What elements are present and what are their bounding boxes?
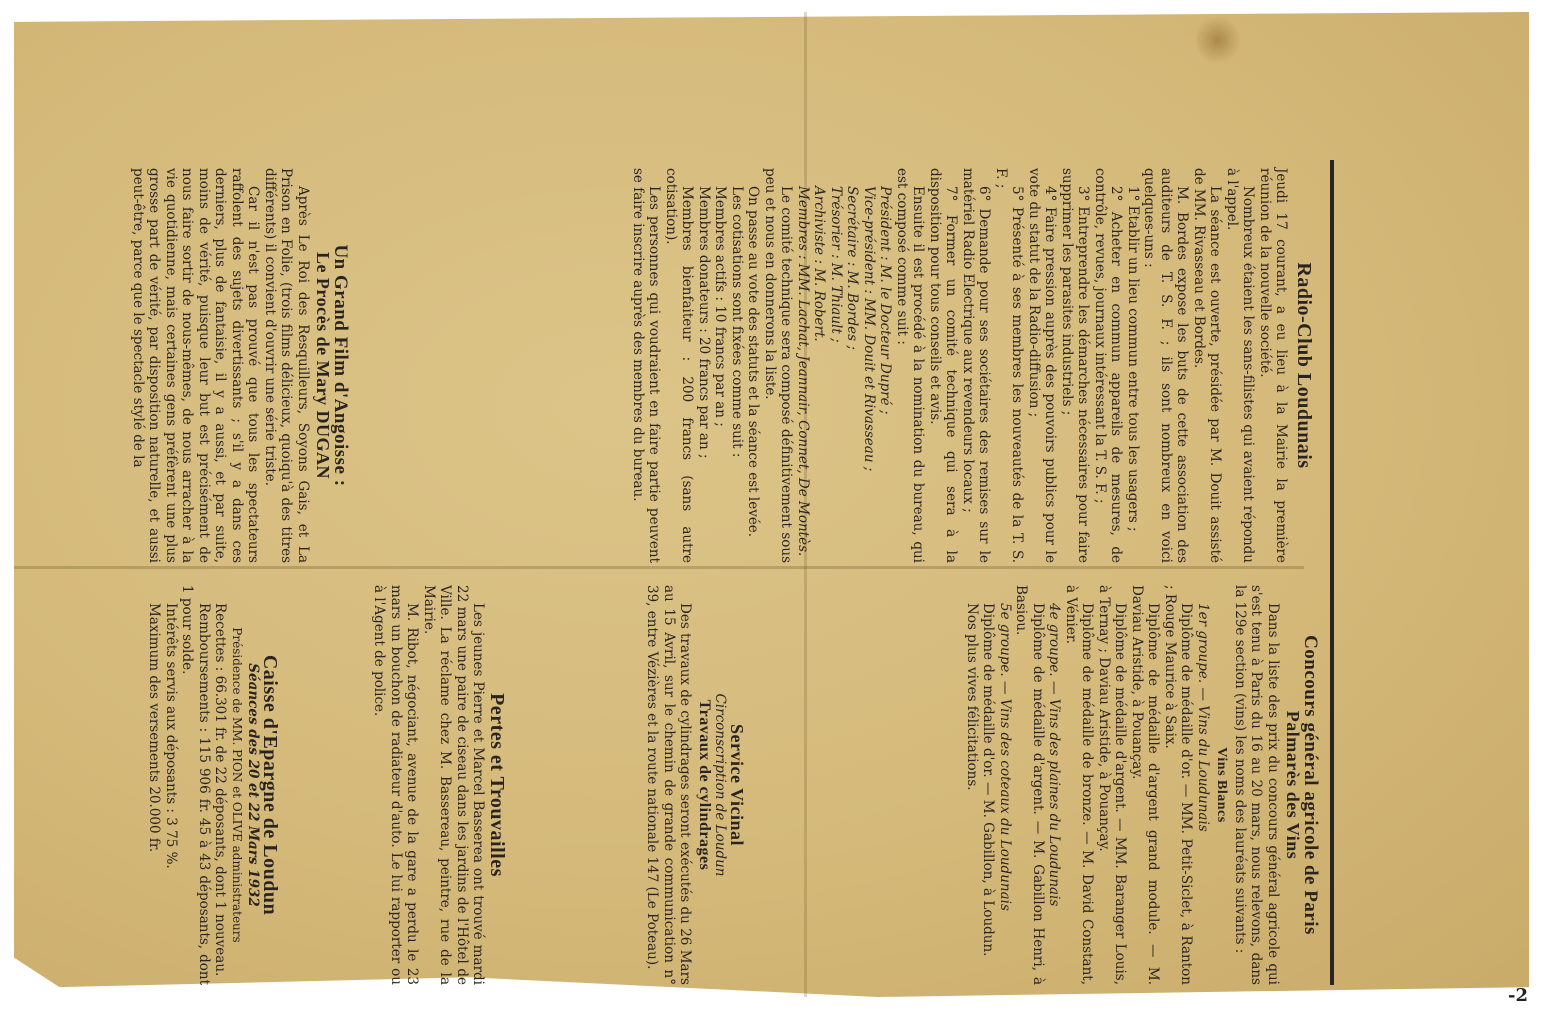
radio-club-paragraph: Membres : MM. Lachat, Jeannair, Connet, De Montès. — [795, 186, 811, 557]
pertes-paragraph: M. Ribot, négociant, avenue de la gare a perdu le 23 mars un bouchon de radiateur d'auto. Le lui rapporter ou à l'Agent de police. — [371, 585, 421, 985]
radio-club-paragraph: La séance est ouverte, présidée par M. Douit assisté de MM. Rivasseau et Bordes. — [1191, 168, 1224, 563]
radio-club-paragraph: 2° Acheter en commun appareils de mesures, de contrôle, revues, journaux intéressant la T. S. F. ; — [1092, 168, 1125, 563]
concours-paragraph: Diplôme de médaille d'or. — M. Gabillon, à Loudun. — [980, 603, 997, 957]
caisse-paragraph: Remboursements : 115 906 fr. 45 à 43 déposants, dont 1 pour solde. — [179, 585, 212, 985]
radio-club-paragraph: 3° Entreprendre les démarches nécessaires pour faire supprimer les parasites industriels ; — [1059, 168, 1092, 563]
concours-subtitle: Palmarès des Vins — [1283, 710, 1304, 860]
concours-paragraph: Diplôme de médaille d'or. — MM. Petit-Siclet, à Ranton ; Rouge Maurice à Saix. — [1162, 585, 1195, 985]
pertes-title: Pertes et Trouvailles — [486, 693, 508, 877]
concours-intro: Dans la liste des prix du concours général agricole qui s'est tenu à Paris du 16 au 20 mars, nous relevons, dans la 129e section (vins) les noms des lauréats suivants : — [1232, 585, 1281, 985]
concours-paragraph: Diplôme de médaille de bronze. — M. David Constant, à Vénier. — [1063, 585, 1096, 985]
radio-club-paragraph: Jeudi 17 courant, a eu lieu à la Mairie la première réunion de la nouvelle société. — [1257, 168, 1290, 563]
paper-stain — [1195, 15, 1240, 65]
radio-club-paragraph: Membres bienfaiteur : 200 francs (sans autre cotisation). — [663, 168, 696, 563]
fold-line-horizontal — [14, 566, 1304, 569]
caisse-subtitle: Séances des 20 et 22 Mars 1932 — [245, 663, 262, 907]
concours-column — [964, 585, 1319, 985]
film-column — [130, 168, 349, 563]
radio-club-column — [630, 168, 1313, 563]
radio-club-paragraph: 4° Faire pression auprès des pouvoirs publics pour le vote du statut de la Radio-diffusion ; — [1026, 168, 1059, 563]
service-vicinal-text: Des travaux de cylindrages seront exécutés du 26 Mars au 15 Avril, sur le chemin de grande communication n° 39, entre Vézières et la route nationale 147 (Le Poteau). — [644, 585, 694, 985]
concours-paragraph: Diplôme de médaille d'argent. — M. Gabillon Henri, à Basiou. — [1013, 585, 1046, 985]
concours-paragraph: Nos plus vives félicitations. — [964, 603, 980, 791]
film-paragraph: Car il n'est pas prouvé que tous les spectateurs raffolent des sujets divertissants ; s'il y a dans ces derniers, plus de fantaisie, il y a aussi, et par suite, moins de vérité, puisque leur but est précisément de nous faire sortir de nous-mêmes, de nous arracher à la vie quotidienne, mais certaines gens préfèrent une plus grosse part de vérité, par disposition naturelle, et aussi peut-être, parce que le spectacle stylé de la — [130, 168, 262, 563]
radio-club-paragraph: Le comité technique sera composé définitivement sous peu et nous en donnerons la liste. — [762, 168, 795, 563]
caisse-paragraph: Intérêts servis aux déposants : 3 75 %. — [163, 603, 179, 869]
service-vicinal-title: Service Vicinal — [727, 724, 747, 846]
radio-club-paragraph: 6° Demande pour ses sociétaires des remises sur le matériel Radio Electrique aux revendeurs locaux ; — [960, 168, 993, 563]
pertes-paragraph: Les jeunes Pierre et Marcel Basserea ont trouvé mardi 22 mars une paire de ciseau dans les jardins de l'Hôtel de Ville. La réclame chez M. Bassereau, peintre, rue de la Mairie. — [421, 585, 487, 985]
pertes-column — [371, 585, 508, 985]
radio-club-paragraph: Vice-président : MM. Douit et Rivasseau ; — [861, 186, 877, 472]
radio-club-paragraph: Ensuite il est procédé à la nomination du bureau, qui est composé comme suit : — [894, 168, 927, 563]
radio-club-paragraph: Les personnes qui voudraient en faire partie peuvent se faire inscrire auprès des membres du bureau. — [630, 168, 663, 563]
film-subtitle: Le Procès de Mary DUGAN — [313, 251, 334, 480]
concours-section: Vins Blancs — [1214, 747, 1230, 823]
radio-club-paragraph: 5° Présenté à ses membres les nouveautés de la T. S. F. ; — [993, 168, 1026, 563]
concours-paragraph: 5e groupe. — Vins des coteaux du Loudunais — [997, 603, 1013, 911]
radio-club-paragraph: M. Bordes expose les buts de cette association des auditeurs de T. S. F. ; ils sont nombreux en voici quelques-uns : — [1141, 168, 1191, 563]
radio-club-paragraph: Archiviste : M. Robert. — [811, 186, 828, 342]
radio-club-paragraph: Président : M. le Docteur Dupré ; — [877, 186, 894, 415]
page-number: -2 — [1508, 985, 1528, 1006]
radio-club-title: Radio-Club Loudunais — [1293, 262, 1315, 469]
concours-paragraph: 1er groupe. — Vins du Loudunais — [1195, 603, 1211, 832]
service-vicinal-heading: Travaux de cylindrages — [696, 699, 713, 871]
radio-club-paragraph: Secrétaire : M. Bordes ; — [844, 186, 861, 350]
concours-paragraph: 4e groupe. — Vins des plaines du Loudunais — [1046, 603, 1063, 907]
radio-club-paragraph: Nombreux étaient les sans-filistes qui avaient répondu à l'appel. — [1224, 168, 1257, 563]
radio-club-paragraph: Les cotisations sont fixées comme suit : — [729, 186, 745, 458]
column-rule — [1330, 160, 1334, 985]
radio-club-paragraph: On passe au vote des statuts et la séance est levée. — [745, 186, 762, 538]
concours-title: Concours général agricole de Paris — [1300, 635, 1321, 935]
service-vicinal-column — [644, 585, 745, 985]
radio-club-paragraph: Trésorier : M. Thiault ; — [828, 186, 844, 343]
radio-club-paragraph: 1° Etablir un lieu commun entre tous les usagers ; — [1125, 186, 1141, 532]
film-title: Un Grand Film d'Angoisse : — [330, 244, 351, 487]
caisse-column — [146, 585, 281, 985]
concours-paragraph: Diplôme de médaille d'argent. — MM. Baranger Louis, à Ternay ; Daviau Aristide, à Pouançay. — [1096, 585, 1129, 985]
caisse-presidence: Présidence de MM. PION et OLIVE administrateurs — [230, 627, 244, 943]
service-vicinal-subtitle: Circonscription de Loudun — [712, 693, 729, 877]
radio-club-paragraph: Membres donateurs : 20 francs par an ; — [696, 186, 712, 459]
concours-paragraph: Diplôme de médaille d'argent grand module. — M. Daviau Aristide, à Pouançay. — [1129, 585, 1162, 985]
radio-club-paragraph: 7° Former un comité technique qui sera à la disposition pour tous conseils et avis. — [927, 168, 960, 563]
caisse-paragraph: Maximum des versements 20.000 fr. — [146, 603, 163, 853]
film-paragraph: Après Le Roi des Resquilleurs, Soyons Gais, et La Prison en Folie, (trois films délicieux, quoiqu'à des titres différents) il convient d'ouvrir une série triste. — [262, 168, 311, 563]
caisse-title: Caisse d'Epargne de Loudun — [259, 654, 281, 916]
caisse-paragraph: Recettes : 66.301 fr. de 22 déposants, dont 1 nouveau. — [212, 603, 229, 977]
radio-club-paragraph: Membres actifs : 10 francs par an ; — [712, 186, 729, 427]
